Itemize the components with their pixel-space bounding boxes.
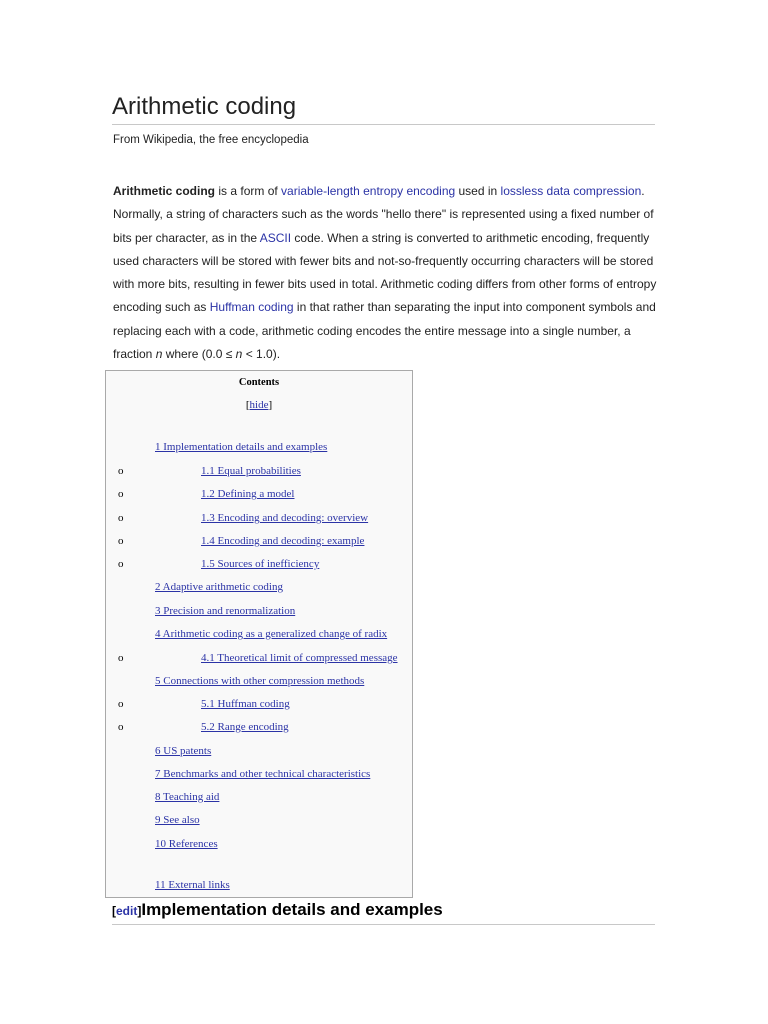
link-ascii[interactable]: ASCII [259, 230, 292, 245]
page-title: Arithmetic coding [112, 92, 655, 125]
bracket: ] [137, 904, 142, 918]
toc-item [106, 834, 412, 854]
bullet-icon: o [118, 652, 124, 664]
toc-hide-link[interactable]: hide [249, 399, 269, 411]
section-heading [112, 900, 655, 925]
section-heading-text: Implementation details and examples [141, 900, 443, 919]
bracket: [ [112, 904, 116, 918]
toc-link[interactable]: 1.4 Encoding and decoding: example [201, 535, 365, 547]
toc-link[interactable]: 1.1 Equal probabilities [201, 465, 301, 477]
toc-item [106, 810, 412, 830]
site-tagline: From Wikipedia, the free encyclopedia [113, 134, 309, 146]
toc-hide-toggle [106, 399, 412, 411]
toc-link[interactable]: 4 Arithmetic coding as a generalized change of radix [155, 628, 388, 640]
bullet-icon: o [118, 535, 124, 547]
toc-item [106, 508, 412, 528]
intro-text-4: code. When a string is converted to arithmetic encoding, frequently used characters will be stored with fewer bits and not-so-frequently occurring characters will be stored with more bits, resulting in fewer bits used in total. Arithmetic coding differs from other forms of entropy encoding such as [113, 230, 657, 315]
toc-item [106, 694, 412, 714]
toc-title: Contents [238, 377, 280, 388]
toc-item [106, 531, 412, 551]
intro-text-2: used in [455, 184, 501, 198]
toc-link[interactable]: 5.2 Range encoding [201, 721, 289, 733]
toc-item [106, 437, 412, 457]
toc-item [106, 601, 412, 621]
table-of-contents [105, 370, 413, 898]
toc-link[interactable]: 1.5 Sources of inefficiency [201, 558, 320, 570]
intro-paragraph [113, 180, 658, 366]
toc-item [106, 554, 412, 574]
toc-link[interactable]: 3 Precision and renormalization [155, 605, 296, 617]
toc-link[interactable]: 8 Teaching aid [155, 791, 220, 803]
bullet-icon: o [118, 512, 124, 524]
bold-term: Arithmetic coding [113, 184, 216, 198]
bracket: [ [245, 399, 250, 411]
link-huffman-coding[interactable]: Huffman coding [209, 300, 294, 315]
intro-text-7: < 1.0). [242, 347, 281, 362]
toc-link[interactable]: 2 Adaptive arithmetic coding [155, 581, 283, 593]
toc-item [106, 764, 412, 784]
toc-item [106, 461, 412, 481]
toc-item [106, 484, 412, 504]
toc-item [106, 741, 412, 761]
bullet-icon: o [118, 558, 124, 570]
toc-item [106, 648, 412, 668]
link-lossless-data-compression[interactable]: lossless data compression [500, 184, 642, 198]
toc-link[interactable]: 5.1 Huffman coding [201, 698, 290, 710]
intro-text-6: where (0.0 ≤ [162, 347, 236, 362]
toc-link[interactable]: 7 Benchmarks and other technical characteristics [155, 768, 371, 780]
edit-link[interactable]: edit [116, 904, 138, 918]
variable-n: n [235, 347, 243, 362]
toc-item [106, 577, 412, 597]
toc-link[interactable]: 6 US patents [155, 745, 212, 757]
variable-n: n [155, 347, 163, 362]
intro-text-5: in that rather than separating the input into component symbols and replacing each with a code, arithmetic coding encodes the entire message into a single number, a fraction [113, 300, 656, 362]
toc-link[interactable]: 4.1 Theoretical limit of compressed message [201, 652, 398, 664]
toc-link[interactable]: 1.2 Defining a model [201, 488, 295, 500]
intro-text-1: is a form of [215, 184, 282, 198]
toc-item [106, 875, 412, 895]
bullet-icon: o [118, 721, 124, 733]
bullet-icon: o [118, 465, 124, 477]
toc-link[interactable]: 5 Connections with other compression methods [155, 675, 365, 687]
toc-item [106, 624, 412, 644]
bracket: ] [268, 399, 273, 411]
toc-item [106, 717, 412, 737]
intro-text-3: . Normally, a string of characters such as the words "hello there" is represented using a fixed number of bits per character, as in the [113, 184, 654, 245]
bullet-icon: o [118, 488, 124, 500]
toc-link[interactable]: 1.3 Encoding and decoding: overview [201, 512, 369, 524]
edit-section [112, 904, 141, 918]
bullet-icon: o [118, 698, 124, 710]
toc-item [106, 671, 412, 691]
link-variable-length-entropy-encoding[interactable]: variable-length entropy encoding [281, 184, 456, 198]
toc-link[interactable]: 9 See also [155, 814, 200, 826]
toc-item [106, 787, 412, 807]
toc-link[interactable]: 1 Implementation details and examples [155, 441, 328, 453]
toc-link[interactable]: 10 References [155, 838, 218, 850]
toc-link[interactable]: 11 External links [155, 879, 230, 891]
